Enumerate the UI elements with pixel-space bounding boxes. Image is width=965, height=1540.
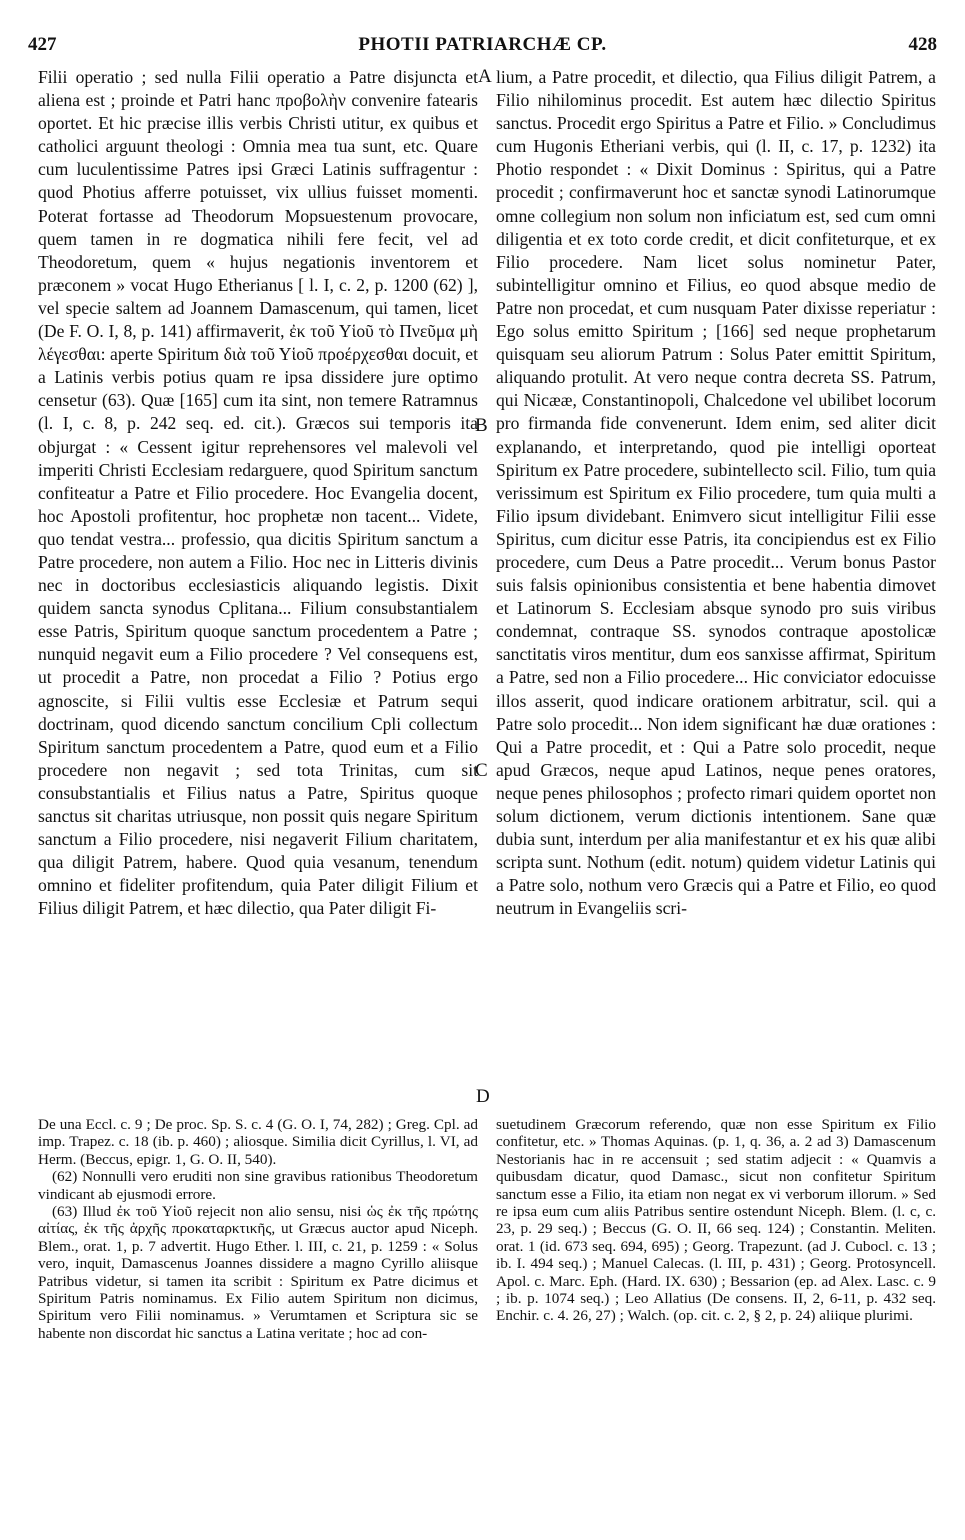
main-text-left: Filii operatio ; sed nulla Filii operatio a Patre disjuncta et aliena est ; proinde et Patri hanc προβολὴν convenire fatearis oportet. Et hic præcise illis verbis Christi utitur, ex quibus et catholici arguunt theologi : Omnia mea tua sunt, etc. Quare cum luculentissime Patres ipsi Græci Latinis suffragentur : quod Photius afferre potuisset, vix ullius fuisset momenti. Poterat fortasse ad Theodorum Mopsuestenum provocare, quem tamen in re dogmatica nihili fere fecit, vel ad Theodoretum, quem « hujus negationis inventorem et præconem » vocat Hugo Etherianus [ l. I, c. 2, p. 1200 (62) ], vel specie saltem ad Joannem Damascenum, qui tamen, licet (De F. O. I, 8, p. 141) affirmaverit, ἐκ τοῦ Υἱοῦ τὸ Πνεῦμα μὴ λέγεσθαι: aperte Spiritum διὰ τοῦ Υἱοῦ προέρχεσθαι docuit, et a Latinis verbis potius quam re ipsa dissidere jure optimo censetur (63). Quæ [165] cum ita sint, non temere Ratramnus (l. I, c. 8, p. 242 seq. ed. cit.). Græcos sui temporis ita objurgat : « Cessent igitur reprehensores vel malevoli vel imperiti Christi Ecclesiam redarguere, quod Spiritum sanctum confiteatur a Patre et Filio procedere. Hoc Evangelia docent, hoc Apostoli profitentur, hoc prophetæ non tacent... Videte, quo tendat vestra... professio, qua dicitis Spiritum sanctum a Patre procedere, non autem a Filio. Hoc nec in Litteris divinis nec in doctoribus ecclesiasticis aliquando legistis. Dixit quidem sancta synodus Cplitana... Filium consubstantialem esse Patris, Spiritum quoque sanctum procedentem a Patre ; nunquid negavit eum a Filio procedere ? Vel consequens est, ut procedit a Patre, non procedat a Filio ? Potius ergo agnoscite, si Filii vultis esse Ecclesiæ et Patrum sequi doctrinam, quod dicendo sanctum concilium Cpli collectum Spiritum sanctum procedentem a Patre, quod eum et a Filio procedere non negavit ; sed tota Trinitas, cum sit consubstantialis et Filius natus a Patre, Spiritus quoque sanctus sit charitas utriusque, non possit quis negare Spiritum sanctum a Filio procedere, nisi negaverit Filium charitatem, qua diligit Patrem, habere. Quod quia vesanum, tenendum omnino et fideliter profitendum, quia Pater diligit Filium et Filius diligit Patrem, et hæc dilectio, qua Pater diligit Fi- [38,67,478,919]
main-column-left [38,66,478,920]
margin-letter-b: B [475,415,488,436]
footnotes-left [38,1116,478,1342]
footnote-63: (63) Illud ἐκ τοῦ Υἱοῦ rejecit non alio sensu, nisi ὡς ἐκ τῆς πρώτης αἰτίας, ἐκ τῆς ἀρχῆς προκαταρκτικῆς, ut Græcus auctor apud Niceph. Blem., orat. 1, p. 7 advertit. Hugo Ether. l. III, c. 21, p. 1259 : « Solus vero, inquit, Damascenus Joannes dissidere a magno Cyrillo aliisque Patribus videtur, si tamen ita scribit : Spiritum ex Patre dicimus et Spiritum Patris nominamus. Ex Filio autem Spiritum non dicimus, Spiritum vero Filii nominamus. » Verumtamen et Scriptura sic se habente non discordat hic sanctus a Latina veritate ; hoc ad con- [38,1203,478,1342]
margin-letter-c: C [475,760,488,781]
running-title: PHOTII PATRIARCHÆ CP. [358,34,607,55]
footnote-62: (62) Nonnulli vero eruditi non sine gravibus rationibus Theodoretum vindicant ab ejusmodi errore. [38,1168,478,1203]
page-number-right: 428 [908,34,937,55]
main-column-right [496,66,936,920]
margin-letter-d: D [476,1086,490,1107]
page-number-left: 427 [28,34,57,55]
footnote-continuation: De una Eccl. c. 9 ; De proc. Sp. S. c. 4 (G. O. I, 74, 282) ; Greg. Cpl. ad imp. Trapez. c. 18 (ib. p. 460) ; aliosque. Similia dicit Cyrillus, l. VI, ad Herm. (Beccus, epigr. 1, G. O. II, 540). [38,1116,478,1168]
margin-letter-a: A [478,66,492,87]
running-header [28,34,937,56]
main-text-right: lium, a Patre procedit, et dilectio, qua Filius diligit Patrem, a Filio nihilominus procedit. Est autem hæc dilectio Spiritus sanctus. Procedit ergo Spiritus a Patre et Filio. » Concludimus cum Hugonis Etheriani verbis, qui (l. II, c. 17, p. 1232) ita Photio respondet : « Dixit Dominus : Spiritus, qui a Patre procedit ; confirmaverunt hoc et sanctæ synodi Latinorumque omne collegium non solum non inficiatum est, sed cum omni diligentia et ex toto corde credit, et dicit confiteturque, et ex Filio procedere. Nam licet solus nominetur Pater, subintelligitur omnino et Filius, eo quod absque medio de Patre non procedat, et cum nusquam Pater dixisse reperiatur : Ego solus emitto Spiritum ; [166] sed neque prophetarum quisquam seu aliorum Patrum : Solus Pater emittit Spiritum, aliquando protulit. At vero neque contra decreta SS. Patrum, qui Nicææ, Constantinopoli, Chalcedone vel ubilibet locorum pro firmanda fide convenerunt. Idem enim, sed aliter dicit explanando, et interpretando, quod pie intelligi oporteat Spiritum ex Patre procedere, subintellecto scil. Filio, tum quia verissimum est Spiritum ex Filio procedere, tum quia multi a Filio ipsum dividebant. Enimvero sicut intelligitur Filii esse Spiritus, cum dicitur esse Patris, ita concipiendus est ex Filio procedere, cum Deus a Patre procedit... Verum bonus Pastor suis falsis opinionibus consistentia et bene habentia dimovet et Latinorum S. Ecclesiam absque synodo pro suis viribus condemnat, contraque SS. synodos contraque apostolicæ sanctitatis viros mentitur, dum eos sanxisse affirmat, Spiritum a Patre, sed non a Filio procedere... Hic conviciator edocuisse illos asserit, quod indicare orationem arbitratur, scil. qui a Patre solo procedit... Non idem significant hæ duæ orationes : Qui a Patre procedit, et : Qui a Patre solo procedit, neque apud Græcos, neque apud Latinos, neque penes oratores, neque penes philosophos ; profecto rimari quidem oportet non solum dictionem, verum dictionis intentionem. Sane quæ dubia sunt, interdum per alia manifestantur et ex his quæ alibi scripta sunt. Nothum (edit. notum) quidem videtur Latinis qui a Patre solo, nothum vero Græcis qui a Patre et Filio, eo quod neutrum in Evangeliis scri- [496,67,936,919]
footnotes-right [496,1116,936,1325]
footnote-63-continuation: suetudinem Græcorum referendo, quæ non esse Spiritum ex Filio confitetur, etc. » Thomas Aquinas. (p. 1, q. 36, a. 2 ad 3) Damascenum Nestorianis hac in re accensuit ; sed statim adjecit : « Quamvis a quibusdam dicatur, quod Damasc., sicut non confitetur Spiritum sanctum esse a Filio, ita etiam non negat ex vi verborum illorum. » Sed re ipsa eum cum aliis Patribus sentire ostendunt Niceph. Blem. (l. c, c. 23, p. 29 seq.) ; Beccus (G. O. II, 66 seq. 124) ; Constantin. Meliten. orat. 1 (id. 673 seq. 694, 695) ; Georg. Trapezunt. (ad J. Cubocl. c. 13 ; ib. I. 494 seq.) ; Manuel Calecas. (l. III, p. 431) ; Georg. Protosyncell. Apol. c. Marc. Eph. (Hard. IX. 630) ; Bessarion (ep. ad Alex. Lasc. c. 9 ; ib. p. 1074 seq.) ; Leo Allatius (De consens. II, 2, 6-11, p. 432 seq. Enchir. c. 4. 26, 27) ; Walch. (op. cit. c. 2, § 2, p. 24) aliique plurimi. [496,1116,936,1325]
